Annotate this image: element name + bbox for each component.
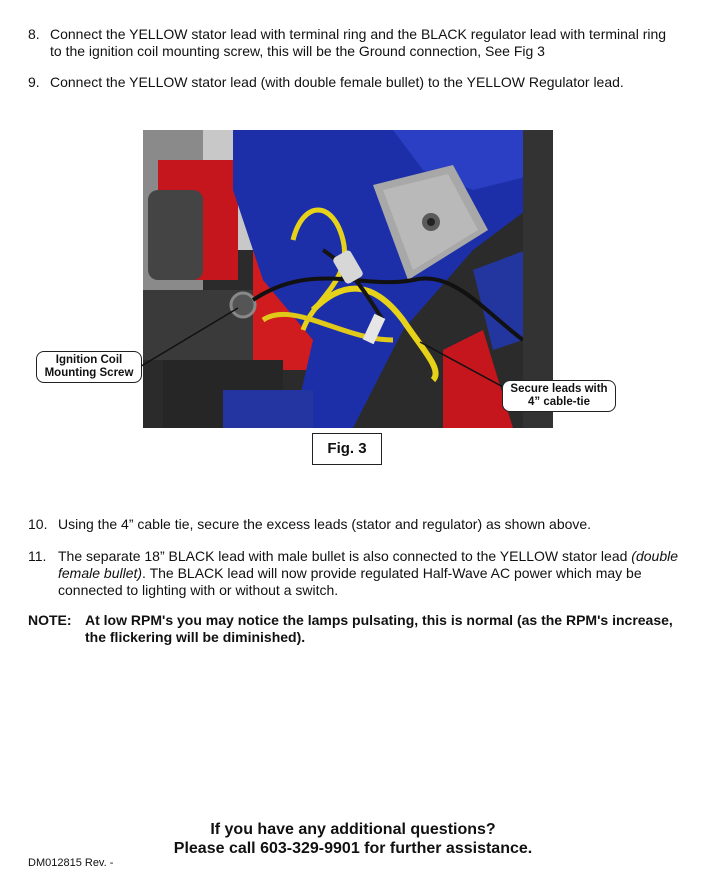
step-8	[28, 26, 678, 60]
contact-phone: Please call 603-329-9901 for further assistance.	[173, 840, 533, 857]
step-number: 10.	[28, 516, 48, 532]
figure-label: Fig. 3	[312, 433, 382, 465]
step-10	[28, 516, 678, 533]
callout-line: Secure leads with	[510, 383, 608, 395]
step-text: Using the 4” cable tie, secure the excess leads (stator and regulator) as shown above.	[58, 516, 592, 532]
step-text: Connect the YELLOW stator lead (with double female bullet) to the YELLOW Regulator lead.	[50, 74, 624, 90]
callout-line: Ignition Coil	[55, 354, 123, 366]
step-number: 11.	[28, 548, 47, 564]
step-text-part: The separate 18” BLACK lead with male bullet is also connected to the YELLOW stator lead	[58, 548, 628, 564]
note	[28, 612, 678, 646]
doc-id: DM012815 Rev. -	[28, 857, 114, 869]
figure-photo	[143, 130, 553, 428]
step-text-part: . The BLACK lead will now provide regulated Half-Wave AC power which may be connected to lighting with or without a switch.	[58, 565, 642, 598]
callout-line: 4” cable-tie	[528, 396, 590, 408]
wiring-photo	[143, 130, 553, 428]
step-text	[58, 548, 678, 599]
step-11	[28, 548, 678, 599]
contact-question: If you have any additional questions?	[210, 821, 496, 838]
note-text: At low RPM's you may notice the lamps pulsating, this is normal (as the RPM's increase, the flickering will be diminished).	[85, 612, 673, 645]
step-text: Connect the YELLOW stator lead with terminal ring and the BLACK regulator lead with terminal ring to the ignition coil mounting screw, this will be the Ground connection, See Fig 3	[50, 26, 667, 59]
step-text-italic: (double female bullet)	[58, 548, 678, 581]
step-9	[28, 74, 678, 91]
step-number: 9.	[28, 74, 40, 90]
step-number: 8.	[28, 26, 40, 42]
callout-ignition-coil-screw	[36, 351, 142, 383]
callout-line: Mounting Screw	[44, 367, 134, 379]
note-lead: NOTE:	[28, 612, 72, 628]
callout-cable-tie	[502, 380, 616, 412]
